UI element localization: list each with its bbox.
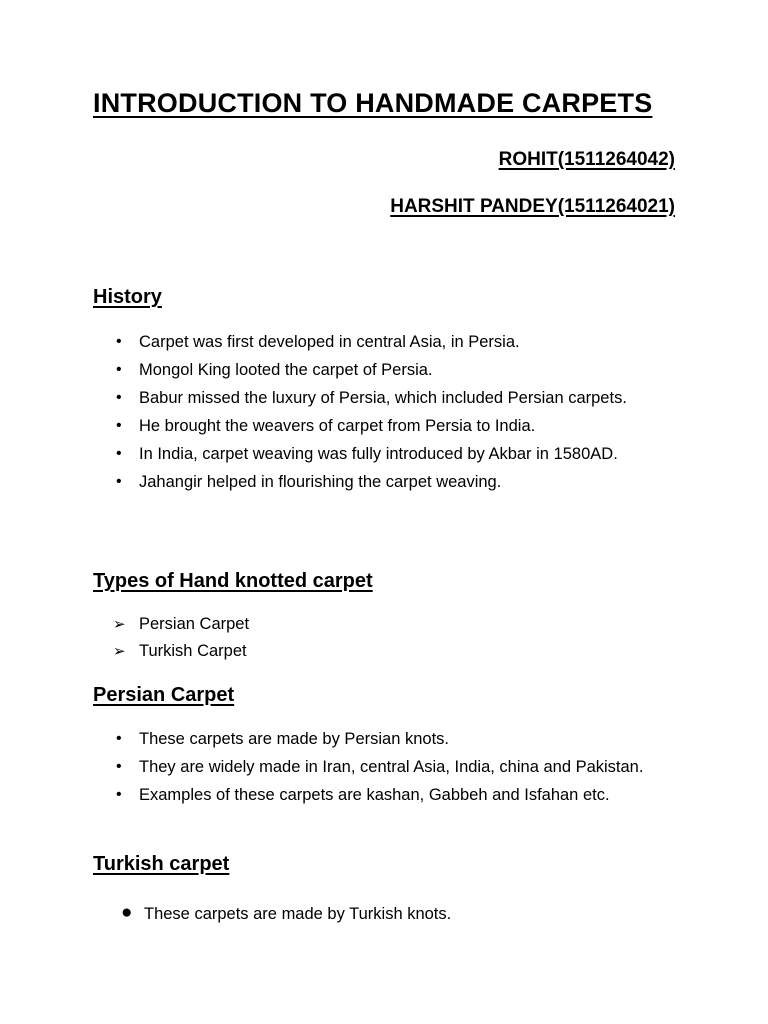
- list-item: [113, 725, 693, 753]
- bullet-icon: •: [116, 361, 122, 378]
- section-heading-persian-carpet: Persian Carpet: [93, 684, 235, 706]
- bullet-icon: ●: [121, 902, 133, 923]
- author-rohit: ROHIT(1511264042): [498, 149, 675, 170]
- list-item-text: Jahangir helped in flourishing the carpet weaving.: [139, 473, 502, 491]
- section-heading-history: History: [93, 286, 162, 308]
- list-item-text: Babur missed the luxury of Persia, which included Persian carpets.: [139, 389, 627, 407]
- list-item-text: In India, carpet weaving was fully introduced by Akbar in 1580AD.: [139, 445, 618, 463]
- bullet-icon: •: [116, 758, 122, 775]
- list-item-text: They are widely made in Iran, central Asia, India, china and Pakistan.: [139, 758, 644, 776]
- turkish-carpet-list: [118, 900, 698, 928]
- list-item: [113, 611, 693, 638]
- list-item: [113, 328, 693, 356]
- list-item: [113, 356, 693, 384]
- list-item: [113, 440, 693, 468]
- bullet-icon: •: [116, 333, 122, 350]
- list-item: [113, 638, 693, 665]
- bullet-icon: •: [116, 473, 122, 490]
- persian-carpet-list: [113, 725, 693, 809]
- bullet-icon: •: [116, 730, 122, 747]
- list-item-text: These carpets are made by Persian knots.: [139, 730, 449, 748]
- list-item-text: Turkish Carpet: [139, 642, 247, 660]
- arrow-bullet-icon: ➢: [113, 616, 126, 633]
- list-item-text: These carpets are made by Turkish knots.: [144, 905, 452, 923]
- document-title: INTRODUCTION TO HANDMADE CARPETS: [93, 88, 653, 118]
- arrow-bullet-icon: ➢: [113, 643, 126, 660]
- list-item-text: Examples of these carpets are kashan, Gabbeh and Isfahan etc.: [139, 786, 610, 804]
- list-item-text: Persian Carpet: [139, 615, 250, 633]
- author-harshit-pandey: HARSHIT PANDEY(1511264021): [390, 196, 675, 217]
- bullet-icon: •: [116, 417, 122, 434]
- section-heading-turkish-carpet: Turkish carpet: [93, 853, 230, 875]
- bullet-icon: •: [116, 786, 122, 803]
- types-list: [113, 611, 693, 665]
- list-item: [113, 753, 693, 781]
- section-heading-types: Types of Hand knotted carpet: [93, 570, 373, 592]
- history-list: [113, 328, 693, 496]
- list-item-text: Carpet was first developed in central Asia, in Persia.: [139, 333, 520, 351]
- bullet-icon: •: [116, 389, 122, 406]
- bullet-icon: •: [116, 445, 122, 462]
- list-item: [118, 900, 698, 928]
- list-item: [113, 384, 693, 412]
- list-item-text: Mongol King looted the carpet of Persia.: [139, 361, 433, 379]
- list-item: [113, 781, 693, 809]
- list-item: [113, 412, 693, 440]
- list-item-text: He brought the weavers of carpet from Persia to India.: [139, 417, 536, 435]
- list-item: [113, 468, 693, 496]
